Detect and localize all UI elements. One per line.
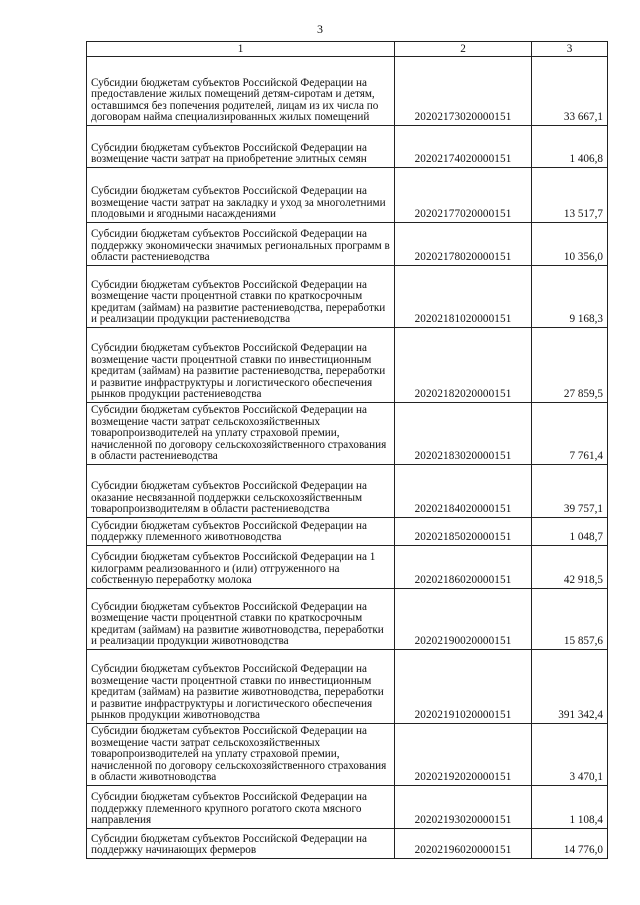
amount-value: 14 776,0 — [532, 829, 608, 859]
subsidy-name: Субсидии бюджетам субъектов Российской Федерации на возмещение части процентной ставки по краткосрочным кредитам (займам) на развитие животноводства, переработки и реализации продукции животноводства — [87, 589, 395, 650]
table-row — [87, 223, 608, 266]
budget-code: 20202190020000151 — [395, 589, 532, 650]
subsidy-name: Субсидии бюджетам субъектов Российской Федерации на возмещение части затрат на приобретение элитных семян — [87, 126, 395, 168]
amount-value: 13 517,7 — [532, 168, 608, 223]
subsidy-name: Субсидии бюджетам субъектов Российской Федерации на возмещение части затрат сельскохозяйственных товаропроизводителей на уплату страховой премии, начисленной по договору сельскохозяйственного страхования в области животноводства — [87, 724, 395, 786]
budget-code: 20202185020000151 — [395, 518, 532, 546]
amount-value: 9 168,3 — [532, 266, 608, 328]
amount-value: 1 406,8 — [532, 126, 608, 168]
budget-code: 20202183020000151 — [395, 403, 532, 465]
column-header-2: 2 — [395, 42, 532, 57]
subsidy-name: Субсидии бюджетам субъектов Российской Федерации на 1 килограмм реализованного и (или) отгруженного на собственную переработку молока — [87, 546, 395, 589]
table-row — [87, 829, 608, 859]
budget-code: 20202184020000151 — [395, 465, 532, 518]
subsidy-name: Субсидии бюджетам субъектов Российской Федерации на возмещение части процентной ставки по краткосрочным кредитам (займам) на развитие растениеводства, переработки и реализации продукции растениеводства — [87, 266, 395, 328]
amount-value: 42 918,5 — [532, 546, 608, 589]
table-header-row — [87, 42, 608, 57]
table-row — [87, 518, 608, 546]
budget-code: 20202191020000151 — [395, 650, 532, 724]
amount-value: 27 859,5 — [532, 328, 608, 403]
budget-code: 20202177020000151 — [395, 168, 532, 223]
budget-code: 20202173020000151 — [395, 57, 532, 126]
table-row — [87, 126, 608, 168]
budget-code: 20202181020000151 — [395, 266, 532, 328]
amount-value: 1 108,4 — [532, 786, 608, 829]
table-row — [87, 786, 608, 829]
table-row — [87, 546, 608, 589]
subsidy-name: Субсидии бюджетам субъектов Российской Федерации на оказание несвязанной поддержки сельскохозяйственным товаропроизводителям в области растениеводства — [87, 465, 395, 518]
table-row — [87, 724, 608, 786]
table-row — [87, 589, 608, 650]
subsidy-name: Субсидии бюджетам субъектов Российской Федерации на поддержку начинающих фермеров — [87, 829, 395, 859]
subsidy-name: Субсидии бюджетам субъектов Российской Федерации на предоставление жилых помещений детям-сиротам и детям, оставшимся без попечения родителей, лицам из их числа по договорам найма специализированных жилых помещений — [87, 57, 395, 126]
budget-code: 20202182020000151 — [395, 328, 532, 403]
amount-value: 39 757,1 — [532, 465, 608, 518]
subsidy-name: Субсидии бюджетам субъектов Российской Федерации на возмещение части затрат на закладку и уход за многолетними плодовыми и ягодными насаждениями — [87, 168, 395, 223]
budget-code: 20202186020000151 — [395, 546, 532, 589]
budget-code: 20202193020000151 — [395, 786, 532, 829]
table-row — [87, 465, 608, 518]
table-row — [87, 328, 608, 403]
subsidy-name: Субсидии бюджетам субъектов Российской Федерации на возмещение части процентной ставки по инвестиционным кредитам (займам) на развитие растениеводства, переработки и развитие инфраструктуры и логистического обеспечения рынков продукции растениеводства — [87, 328, 395, 403]
page-number: 3 — [317, 22, 323, 36]
amount-value: 10 356,0 — [532, 223, 608, 266]
table-row — [87, 650, 608, 724]
subsidy-name: Субсидии бюджетам субъектов Российской Федерации на возмещение части процентной ставки по инвестиционным кредитам (займам) на развитие животноводства, переработки и развитие инфраструктуры и логистического обеспечения рынков продукции животноводства — [87, 650, 395, 724]
budget-code: 20202192020000151 — [395, 724, 532, 786]
table-row — [87, 168, 608, 223]
amount-value: 391 342,4 — [532, 650, 608, 724]
amount-value: 3 470,1 — [532, 724, 608, 786]
table-row — [87, 403, 608, 465]
amount-value: 33 667,1 — [532, 57, 608, 126]
subsidy-name: Субсидии бюджетам субъектов Российской Федерации на возмещение части затрат сельскохозяйственных товаропроизводителей на уплату страховой премии, начисленной по договору сельскохозяйственного страхования в области растениеводства — [87, 403, 395, 465]
budget-code: 20202174020000151 — [395, 126, 532, 168]
column-header-3: 3 — [532, 42, 608, 57]
column-header-1: 1 — [87, 42, 395, 57]
budget-code: 20202178020000151 — [395, 223, 532, 266]
subsidy-name: Субсидии бюджетам субъектов Российской Федерации на поддержку племенного животноводства — [87, 518, 395, 546]
amount-value: 15 857,6 — [532, 589, 608, 650]
budget-table — [86, 41, 608, 859]
subsidy-name: Субсидии бюджетам субъектов Российской Федерации на поддержку экономически значимых региональных программ в области растениеводства — [87, 223, 395, 266]
budget-code: 20202196020000151 — [395, 829, 532, 859]
amount-value: 1 048,7 — [532, 518, 608, 546]
table-row — [87, 57, 608, 126]
amount-value: 7 761,4 — [532, 403, 608, 465]
table-row — [87, 266, 608, 328]
subsidy-name: Субсидии бюджетам субъектов Российской Федерации на поддержку племенного крупного рогатого скота мясного направления — [87, 786, 395, 829]
